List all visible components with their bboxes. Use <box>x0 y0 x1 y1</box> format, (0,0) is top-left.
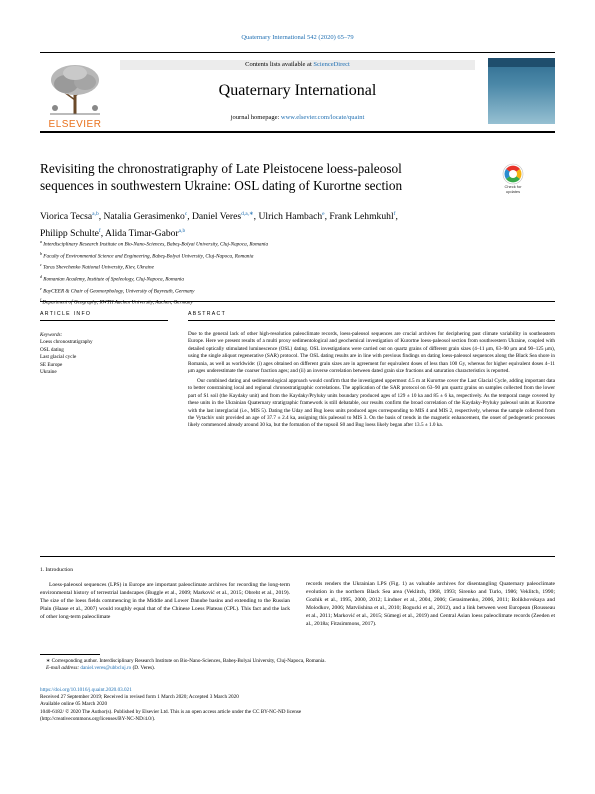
body-column-left <box>40 567 290 621</box>
article-footer <box>40 687 555 723</box>
sciencedirect-link[interactable]: ScienceDirect <box>313 61 350 68</box>
doi-link[interactable]: https://doi.org/10.1016/j.quaint.2020.03.021 <box>40 687 132 693</box>
author-6[interactable]: Philipp Schulte$^f$ <box>40 228 101 240</box>
intro-paragraph-1: Loess-paleosol sequences (LPS) in Europe are important paleoclimate archives for recording the long-term environmental history of terrestrial landscapes (Buggle et al., 2009; Marković et al., 2015; Obreht et al., 2019). The size of the loess fields commencing in the Middle and Lower Danube basins and extending to the Russian Plain (Haase et al., 2007) would roughly equal that of the Chinese Loess Plateau (CPL). This fact and the lack of other long-term paleoclimate <box>40 581 290 620</box>
journal-title: Quaternary International <box>218 82 377 99</box>
corresponding-author-note: ∗ Corresponding author. Interdisciplinary Research Institute on Bio-Nano-Sciences, Babeş-Bolyai University, Cluj-Napoca, Romania. <box>46 658 326 664</box>
paper-title <box>40 160 480 194</box>
keyword: SE Europe <box>40 361 63 368</box>
keyword: Loess chronostratigraphy <box>40 339 93 346</box>
journal-reference-link[interactable]: Quaternary International 542 (2020) 65–79 <box>241 34 354 41</box>
abstract-paragraph-2: Our combined dating and sedimentological approach would confirm that the investigated uppermost 4.5 m at Kurortne cover the Last Glacial Cycle, adding important data to better constraining local and regional chronostratigraphic correlations. The application of the SAR protocol on 63–90 μm quartz grains on samples collected from the lower part of S1 soil (the Kaydaky unit) and from the Kaydaky/Pryluky units boundary produced ages of 129 ± 10 ka and 85 ± 6 ka, respectively. As the temporal range covered by these units in the Ukrainian Quaternary stratigraphic framework is still debatable, our results confirm the broad correlation of the Kaydaky-Pryluky paleosol units at Kurortne with the last interglacial (i.e., MIS 5). Dating the Uday and Bug loess units produced ages corresponding to MIS 4 and MIS 2, respectively, whereas the sample collected from the Vytachiv unit provided an age of 37.7 ± 2.4 ka, assigning this paleosol to MIS 3. On the basis of trends in the magnetic enhancement, the onset of pedogenetic processes likely commenced already around 30 ka, but the formation of the topsoil S0 and Bug loess likely began after 13.5 ± 1.0 ka. <box>188 377 555 429</box>
intro-paragraph-2: records renders the Ukrainian LPS (Fig. 1) as valuable archives for disentangling Quaternary paleoclimate evolution in the northern Black Sea area (Veklitch, 1968, 1993; Sirenko and Turlo, 1986; Veklitch, 1990; Gozhik et al., 1995, 2000, 2012; Lindner et al., 2004, 2006; Gerasimenko, 2006, 2011; Bolikhovskaya and Molodkov, 2006; Matviishina et al., 2010; Bogucki et al., 2012), and a link between west European (Rousseau et al., 2011; Marković et al., 2015; Sümegi et al., 2019) and Central Asian loess paleoclimate records (Zeeden et al., 2018a; Fitzsimmons, 2017). <box>306 581 555 627</box>
elsevier-tree-logo <box>40 60 110 118</box>
check-for-updates-label: Check for updates <box>504 184 522 194</box>
email-note: E-mail address: daniel.veres@ubbcluj.ro (D. Veres). <box>46 665 156 672</box>
affiliations <box>40 238 555 308</box>
affiliation: $^c$ Taras Shevchenko National University, Kiev, Ukraine <box>40 262 154 272</box>
abstract-text <box>188 331 555 432</box>
affiliation: $^e$ BayCEER & Chair of Geomorphology, University of Bayreuth, Germany <box>40 285 195 295</box>
author-3[interactable]: Daniel Veres$^{d,a,∗}$ <box>192 211 254 223</box>
abstract-paragraph-1: Due to the general lack of other high-resolution paleoclimate records, loess-paleosol sequences are crucial archives for deciphering past climate variability in southeastern Europe. Here we present results of a multi proxy sedimentological and geochemical investigation of Kurortne loess-paleosol section from southwestern Ukraine, coupled with detailed optically stimulated luminescence (OSL) dating. OSL investigations were carried out on quartz grains of different grain sizes (4–11 μm, 63–90 μm and 90–125 μm), using the single aliquot regenerative (SAR) protocol. The OSL dating results are in line with previous findings on dating loess-paleosol sequences along the Black Sea shore in Romania, as well as worldwide: (i) ages obtained on different grain sizes are in agreement for equivalent doses of less than 100 Gy, whereas for higher equivalent doses 4–11 μm ages underestimate the coarser fraction ages; and (ii) an inverse correlation between dated grain size fractions and saturation characteristics is reported. <box>188 331 555 375</box>
publisher-name: ELSEVIER <box>48 119 102 130</box>
divider <box>40 654 100 655</box>
article-info-heading: ARTICLE INFO <box>40 311 92 317</box>
keywords-heading: Keywords: <box>40 332 63 338</box>
affiliation: $^d$ Romanian Academy, Institute of Speleology, Cluj-Napoca, Romania <box>40 273 184 283</box>
homepage-prefix: journal homepage: <box>230 114 281 121</box>
paper-title-line-2: sequences in southwestern Ukraine: OSL dating of Kurortne section <box>40 178 403 193</box>
divider <box>40 320 168 321</box>
contents-line <box>120 60 475 70</box>
keyword: Ukraine <box>40 369 57 376</box>
paper-title-line-1: Revisiting the chronostratigraphy of Late Pleistocene loess-paleosol <box>40 161 402 176</box>
license-line-1: 1040-6182/ © 2020 The Author(s). Published by Elsevier Ltd. This is an open access article under the CC BY-NC-ND license <box>40 708 302 715</box>
contents-prefix: Contents lists available at <box>245 61 314 68</box>
available-online: Available online 05 March 2020 <box>40 701 108 708</box>
author-list: Viorica Tecsa$^{a,b}$, Natalia Gerasimenko$^c$, Daniel Veres$^{d,a,∗}$, Ulrich Hambach$^e$, Frank Lehmkuhl$^f$, Philipp Schulte$^f$, Alida Timar-Gabor$^{a,b}$ <box>40 211 398 240</box>
affiliation: $^a$ Interdisciplinary Research Institute on Bio-Nano-Sciences, Babeş-Bolyai University, Cluj-Napoca, Romania <box>40 239 269 248</box>
divider <box>40 301 555 302</box>
author-4[interactable]: Ulrich Hambach$^e$ <box>258 211 325 223</box>
journal-cover-image <box>488 58 555 124</box>
email-link[interactable]: daniel.veres@ubbcluj.ro <box>80 665 132 672</box>
abstract-heading: ABSTRACT <box>188 311 227 317</box>
footnotes <box>40 658 555 673</box>
section-heading-introduction: 1. Introduction <box>40 567 73 573</box>
body-column-right <box>306 581 555 628</box>
divider <box>40 556 555 557</box>
author-2[interactable]: Natalia Gerasimenko$^c$ <box>103 211 188 223</box>
author-1[interactable]: Viorica Tecsa$^{a,b}$ <box>40 211 99 223</box>
received-dates: Received 27 September 2019; Received in revised form 1 March 2020; Accepted 3 March 2020 <box>40 694 239 701</box>
keyword: OSL dating <box>40 346 64 353</box>
affiliation: $^f$ Department of Geography, RWTH Aachen University, Aachen, Germany <box>40 297 193 306</box>
divider <box>188 320 555 321</box>
author-7[interactable]: Alida Timar-Gabor$^{a,b}$ <box>105 228 186 240</box>
journal-homepage <box>120 114 475 121</box>
license-line-2[interactable]: (http://creativecommons.org/licenses/BY-NC-ND/4.0/). <box>40 715 156 722</box>
homepage-link[interactable]: www.elsevier.com/locate/quaint <box>280 114 365 121</box>
author-5[interactable]: Frank Lehmkuhl$^f$ <box>329 211 396 223</box>
keyword: Last glacial cycle <box>40 354 77 361</box>
affiliation: $^b$ Faculty of Environmental Science and Engineering, Babeş-Bolyai University, Cluj-Napoca, Romania <box>40 250 254 260</box>
keywords-block <box>40 332 168 376</box>
journal-cover-banner <box>488 58 555 67</box>
